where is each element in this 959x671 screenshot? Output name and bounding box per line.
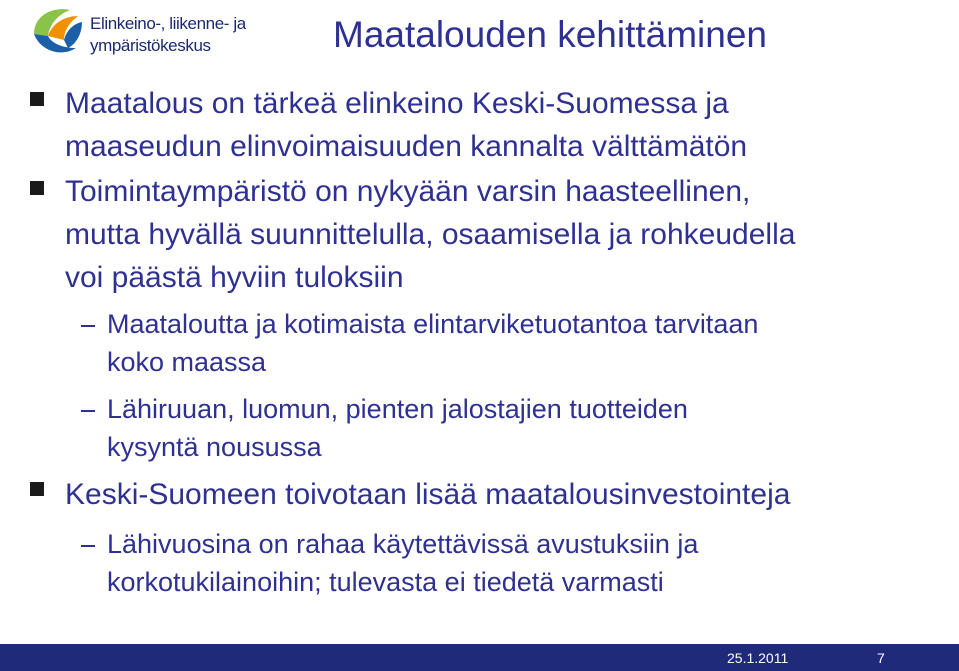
bullet-line: Maatalous on tärkeä elinkeino Keski-Suomessa ja	[65, 87, 729, 120]
dash-bullet-icon	[81, 325, 95, 327]
dash-bullet-icon	[81, 410, 95, 412]
bullet-line: maaseudun elinvoimaisuuden kannalta välttämätön	[65, 130, 748, 163]
sub-bullet-item	[107, 525, 698, 601]
bullet-square-icon	[30, 92, 44, 106]
bullet-line: Keski-Suomeen toivotaan lisää maatalousinvestointeja	[65, 478, 791, 511]
bullet-line: mutta hyvällä suunnittelulla, osaamisella ja rohkeudella	[65, 218, 796, 251]
logo-line-2: ympäristökeskus	[90, 36, 211, 55]
footer-bar	[0, 644, 959, 671]
bullet-line: Toimintaympäristö on nykyään varsin haasteellinen,	[65, 175, 751, 208]
slide-title: Maatalouden kehittäminen	[333, 14, 768, 55]
ely-logo	[30, 4, 260, 60]
bullet-line: koko maassa	[107, 347, 267, 377]
bullet-line: Maataloutta ja kotimaista elintarviketuotantoa tarvitaan	[107, 309, 759, 339]
page-number: 7	[877, 650, 885, 666]
bullet-item	[65, 82, 747, 168]
dash-bullet-icon	[81, 545, 95, 547]
sub-bullet-item	[107, 305, 758, 381]
footer-date: 25.1.2011	[727, 650, 789, 666]
bullet-line: kysyntä nousussa	[107, 432, 322, 462]
bullet-line: Lähivuosina on rahaa käytettävissä avustuksiin ja	[107, 529, 699, 559]
bullet-square-icon	[30, 181, 44, 195]
bullet-line: voi päästä hyviin tuloksiin	[65, 261, 404, 294]
bullet-line: Lähiruuan, luomun, pienten jalostajien tuotteiden	[107, 394, 688, 424]
ely-logo-icon	[30, 4, 86, 60]
sub-bullet-item	[107, 390, 688, 466]
bullet-item	[65, 473, 790, 516]
bullet-line: korkotukilainoihin; tulevasta ei tiedetä varmasti	[107, 567, 664, 597]
bullet-item	[65, 170, 795, 299]
logo-line-1: Elinkeino-, liikenne- ja	[90, 14, 246, 33]
bullet-square-icon	[30, 482, 44, 496]
